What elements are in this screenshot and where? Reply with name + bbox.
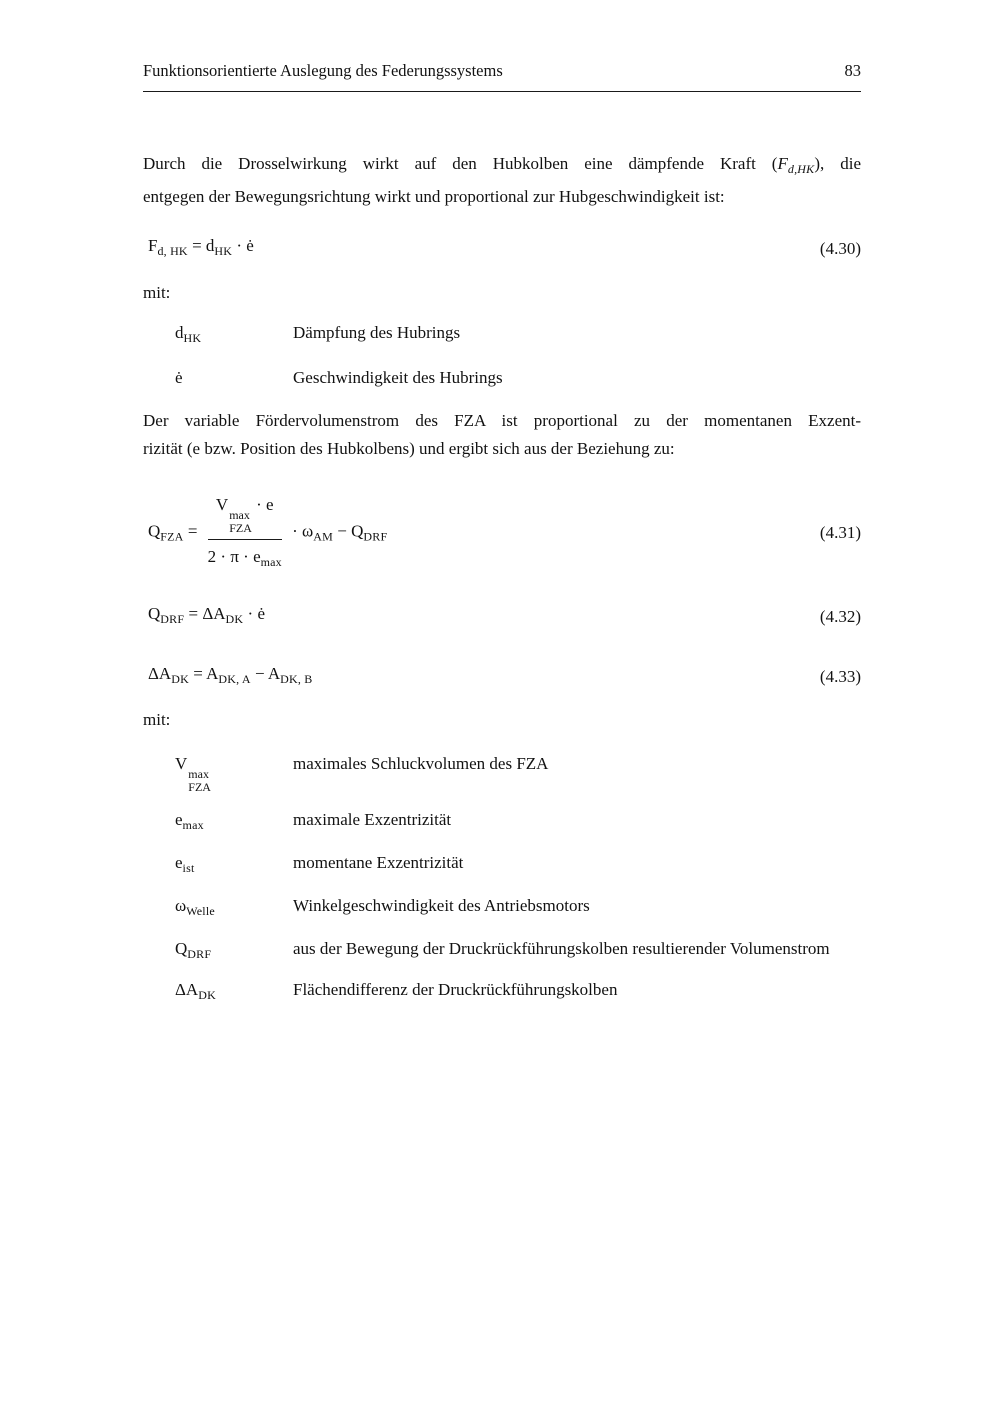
paragraph-2-line-1: Der variable Fördervolumenstrom des FZA ist proportional zu der momentanen Exzent- — [143, 411, 861, 430]
equation-4-32-body — [148, 600, 265, 633]
mit-label-2: mit: — [143, 710, 171, 729]
definition-term — [175, 364, 293, 397]
fraction — [208, 489, 282, 576]
minus-sign: − — [254, 664, 265, 683]
rhs-subscript: HK — [214, 244, 233, 258]
equation-number-4-33: (4.33) — [819, 666, 861, 686]
definition-row-dHK — [143, 319, 861, 352]
q-subscript: DRF — [363, 529, 388, 544]
page-number: 83 — [844, 61, 861, 80]
term1-base: A — [206, 664, 219, 683]
equals-sign: = — [193, 664, 203, 683]
numerator-base: V — [215, 495, 229, 514]
equation-4-30 — [143, 232, 861, 265]
lhs-base: F — [148, 236, 158, 255]
middle-operator: · — [292, 521, 298, 541]
definition-row-eist — [143, 849, 861, 882]
definition-term — [175, 806, 293, 839]
term-subscript: Welle — [186, 904, 215, 918]
numerator-subscript: FZA — [229, 521, 252, 535]
definition-term — [175, 976, 293, 1009]
equation-4-33-body — [148, 660, 313, 693]
lhs-base: ΔA — [148, 664, 172, 683]
definition-text: aus der Bewegung der Druckrückführungskolben resultierender Volumenstrom — [293, 939, 830, 958]
fraction-numerator — [208, 489, 282, 540]
numerator-superscript: max — [229, 508, 250, 522]
lhs-subscript: DRF — [160, 612, 185, 626]
variable-subscript: d,HK — [787, 162, 815, 176]
term-base: V — [175, 754, 188, 773]
equals-sign: = — [192, 236, 202, 255]
definition-term — [175, 935, 293, 968]
term-subscript: DK — [198, 988, 216, 1002]
term-base: ΔA — [175, 980, 199, 999]
equation-4-31 — [143, 489, 861, 576]
rhs-base: ΔA — [202, 604, 226, 623]
minus-sign: − — [337, 521, 347, 541]
term-subscript: HK — [183, 331, 202, 345]
rhs-base: d — [205, 236, 215, 255]
definition-text: momentane Exzentrizität — [293, 853, 464, 872]
page-content — [143, 57, 861, 1009]
term-sup-sub — [188, 768, 211, 794]
rhs-operator: · ė — [247, 604, 265, 623]
term-base: ω — [175, 896, 187, 915]
definition-row-VFZAmax — [143, 750, 861, 794]
equation-number-4-30: (4.30) — [819, 238, 861, 258]
running-header — [143, 57, 861, 92]
equals-sign: = — [187, 521, 198, 541]
definition-text: Dämpfung des Hubrings — [293, 323, 461, 342]
term-superscript: max — [188, 767, 209, 781]
definition-row-QDRF — [143, 935, 861, 968]
variable-base: F — [777, 154, 788, 173]
lhs-subscript: DK — [171, 672, 189, 686]
definition-row-emax — [143, 806, 861, 839]
equation-4-33 — [143, 660, 861, 693]
denominator-prefix: 2 · π · — [207, 547, 254, 566]
numerator-sup-sub — [229, 509, 252, 535]
term-subscript: DRF — [187, 947, 212, 961]
paragraph-1-line-1 — [143, 150, 861, 183]
denominator-base: e — [253, 547, 261, 566]
inline-variable-FdHK — [777, 154, 815, 176]
term-base: ė — [175, 368, 183, 387]
definition-term — [175, 319, 293, 352]
term-base: e — [175, 853, 183, 872]
mit-label-1: mit: — [143, 283, 171, 302]
equation-number-4-31: (4.31) — [819, 522, 861, 542]
definition-text: maximales Schluckvolumen des FZA — [293, 754, 549, 773]
equation-number-4-32: (4.32) — [819, 606, 861, 626]
term-subscript: max — [182, 818, 204, 832]
definition-text: maximale Exzentrizität — [293, 810, 452, 829]
definition-text: Winkelgeschwindigkeit des Antriebsmotors — [293, 896, 590, 915]
term2-base: A — [267, 664, 281, 683]
lhs-subscript: FZA — [160, 529, 184, 544]
definition-text: Flächendifferenz der Druckrückführungskolben — [293, 980, 618, 999]
numerator-operator: · e — [256, 495, 274, 514]
q-base: Q — [351, 521, 364, 541]
definition-row-edot — [143, 364, 861, 397]
definition-term — [175, 892, 293, 925]
definition-term — [175, 849, 293, 882]
fraction-denominator — [208, 540, 282, 576]
definition-text: Geschwindigkeit des Hubrings — [293, 368, 503, 387]
definition-row-deltaADK — [143, 976, 861, 1009]
equation-4-30-body — [148, 232, 254, 265]
paragraph-1-line-2: entgegen der Bewegungsrichtung wirkt und proportional zur Hubgeschwindigkeit ist: — [143, 187, 725, 206]
denominator-subscript: max — [260, 555, 282, 569]
lhs-subscript: d, HK — [157, 244, 188, 258]
definition-term — [175, 750, 293, 794]
term2-subscript: DK, B — [280, 672, 313, 686]
definition-row-omegaWelle — [143, 892, 861, 925]
paragraph-1-text: Durch die Drosselwirkung wirkt auf den Hubkolben eine dämpfende Kraft ( — [143, 154, 778, 173]
term-base: e — [175, 810, 183, 829]
term1-subscript: DK, A — [218, 672, 251, 686]
rhs-operator: · ė — [236, 236, 254, 255]
rhs-subscript: DK — [225, 612, 244, 626]
lhs-base: Q — [148, 604, 161, 623]
omega-subscript: AM — [313, 529, 333, 544]
paragraph-1 — [143, 150, 861, 211]
equation-4-31-body — [148, 489, 387, 576]
lhs-base: Q — [148, 521, 161, 541]
running-header-title: Funktionsorientierte Auslegung des Federungssystems — [143, 61, 503, 80]
equation-4-32 — [143, 600, 861, 633]
term-subscript: FZA — [188, 780, 211, 794]
term-subscript: ist — [182, 861, 195, 875]
equals-sign: = — [188, 604, 199, 623]
paragraph-2 — [143, 407, 861, 463]
term-base: d — [175, 323, 184, 342]
omega-base: ω — [302, 521, 314, 541]
term-base: Q — [175, 939, 188, 958]
paragraph-2-line-2: rizität (e bzw. Position des Hubkolbens) und ergibt sich aus der Beziehung zu: — [143, 439, 675, 458]
paragraph-1-text-end: ), die — [814, 154, 861, 173]
